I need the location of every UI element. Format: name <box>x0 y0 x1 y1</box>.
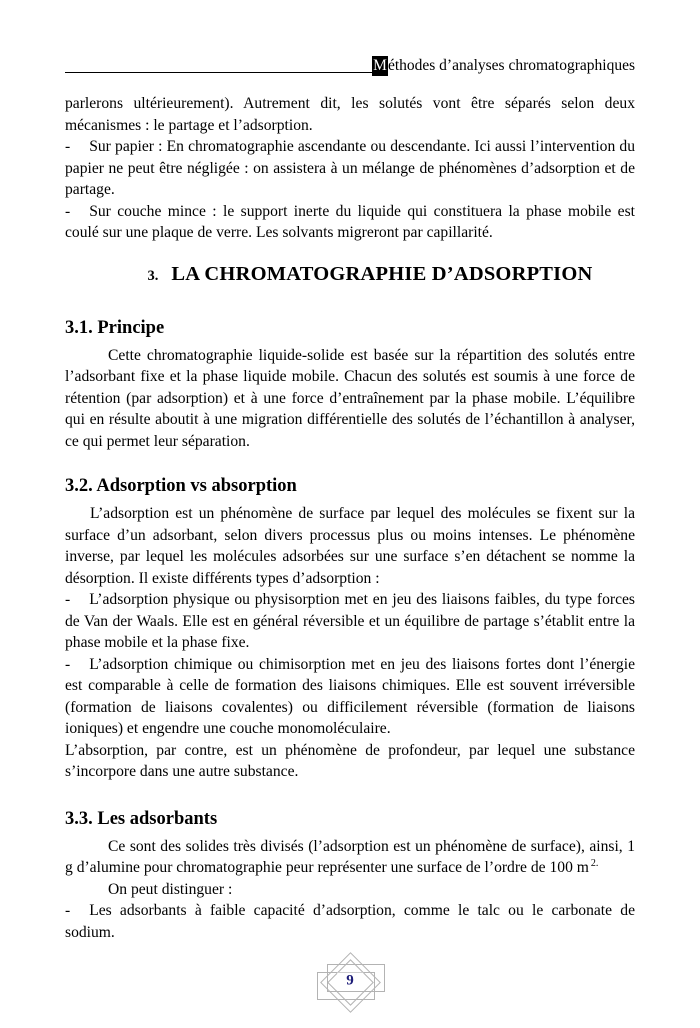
superscript-exponent: 2. <box>590 857 599 869</box>
bullet-dash: - <box>65 902 71 919</box>
section-3-heading <box>65 261 635 289</box>
section-3-number: 3. <box>147 267 159 284</box>
page-number: 9 <box>337 973 363 990</box>
bullet-dash: - <box>65 655 71 673</box>
bullet-dash: - <box>65 138 71 155</box>
section-3-2-heading: 3.2. Adsorption vs absorption <box>65 476 297 496</box>
intro-paragraph: parlerons ultérieurement). Autrement dit, les solutés vont être séparés selon deux mécanismes : le partage et l’adsorption. <box>65 95 635 134</box>
section-3-1-heading: 3.1. Principe <box>65 317 165 338</box>
bullet-text: Sur papier : En chromatographie ascendante ou descendante. Ici aussi l’intervention du papier ne peut être négligée : on assistera à un mélange de phénomènes d’adsorption et de partage. <box>65 138 635 198</box>
section-3-2-paragraph: L’adsorption est un phénomène de surface par lequel des molécules se fixent sur la surface d’un adsorbant, selon divers processus plus ou moins intenses. Le phénomène inverse, par lequel les molécules adsorbées sur une surface s’en détachent se nomme la désorption. Il existe différents types d’adsorption : <box>65 505 635 587</box>
header-title-initial: M <box>373 57 387 74</box>
page-footer <box>0 948 700 1028</box>
document-body <box>65 93 635 943</box>
page-header <box>65 56 635 76</box>
section-3-3-heading: 3.3. Les adsorbants <box>65 808 218 829</box>
bullet-sur-couche-mince <box>65 201 635 244</box>
header-title-rest: éthodes d’analyses chromatographiques <box>387 57 635 74</box>
bullet-dash: - <box>65 591 71 608</box>
bullet-dash: - <box>65 202 71 220</box>
header-title <box>372 56 635 76</box>
bullet-text: Sur couche mince : le support inerte du liquide qui constituera la phase mobile est coulé sur une plaque de verre. Les solvants migreront par capillarité. <box>65 202 635 241</box>
section-3-1-paragraph: Cette chromatographie liquide-solide est basée sur la répartition des solutés entre l’adsorbant fixe et la phase liquide mobile. Chacun des solutés est soumis à une force de rétention (par adsorption) et à une force d’entraînement par la phase mobile. L’équilibre qui en résulte aboutit à une migration différentielle des solutés de l’échantillon à analyser, ce qui permet leur séparation. <box>65 346 635 450</box>
bullet-text: L’adsorption chimique ou chimisorption met en jeu des liaisons fortes dont l’énergie est comparable à celle de formation des liaisons chimiques. Elle est souvent irréversible (formation de liaisons covalentes) ou difficilement réversible (formation de liaisons ioniques) et engendre une couche monomoléculaire. <box>65 655 635 737</box>
section-3-title: LA CHROMATOGRAPHIE D’ADSORPTION <box>171 262 593 285</box>
bullet-text: L’adsorption physique ou physisorption met en jeu des liaisons faibles, du type forces de Van der Waals. Elle est en général réversible et un équilibre de partage s’établit entre la phase mobile et la phase fixe. <box>65 591 635 651</box>
bullet-adsorption-physique <box>65 589 635 654</box>
bullet-adsorbants-faible-capacite <box>65 900 635 943</box>
bullet-sur-papier <box>65 136 635 201</box>
absorption-paragraph: L’absorption, par contre, est un phénomène de profondeur, par lequel une substance s’incorpore dans une autre substance. <box>65 741 635 780</box>
section-3-3-paragraph <box>65 836 635 879</box>
page-number-ornament <box>315 953 385 1011</box>
bullet-text: Les adsorbants à faible capacité d’adsorption, comme le talc ou le carbonate de sodium. <box>65 902 635 941</box>
header-rule <box>65 72 372 73</box>
on-peut-distinguer-line: On peut distinguer : <box>108 880 233 898</box>
bullet-adsorption-chimique <box>65 654 635 740</box>
section-3-3-paragraph-text: Ce sont des solides très divisés (l’adsorption est un phénomène de surface), ainsi, 1 g d’alumine pour chromatographie peur représenter une surface de l’ordre de 100 m <box>65 837 635 876</box>
